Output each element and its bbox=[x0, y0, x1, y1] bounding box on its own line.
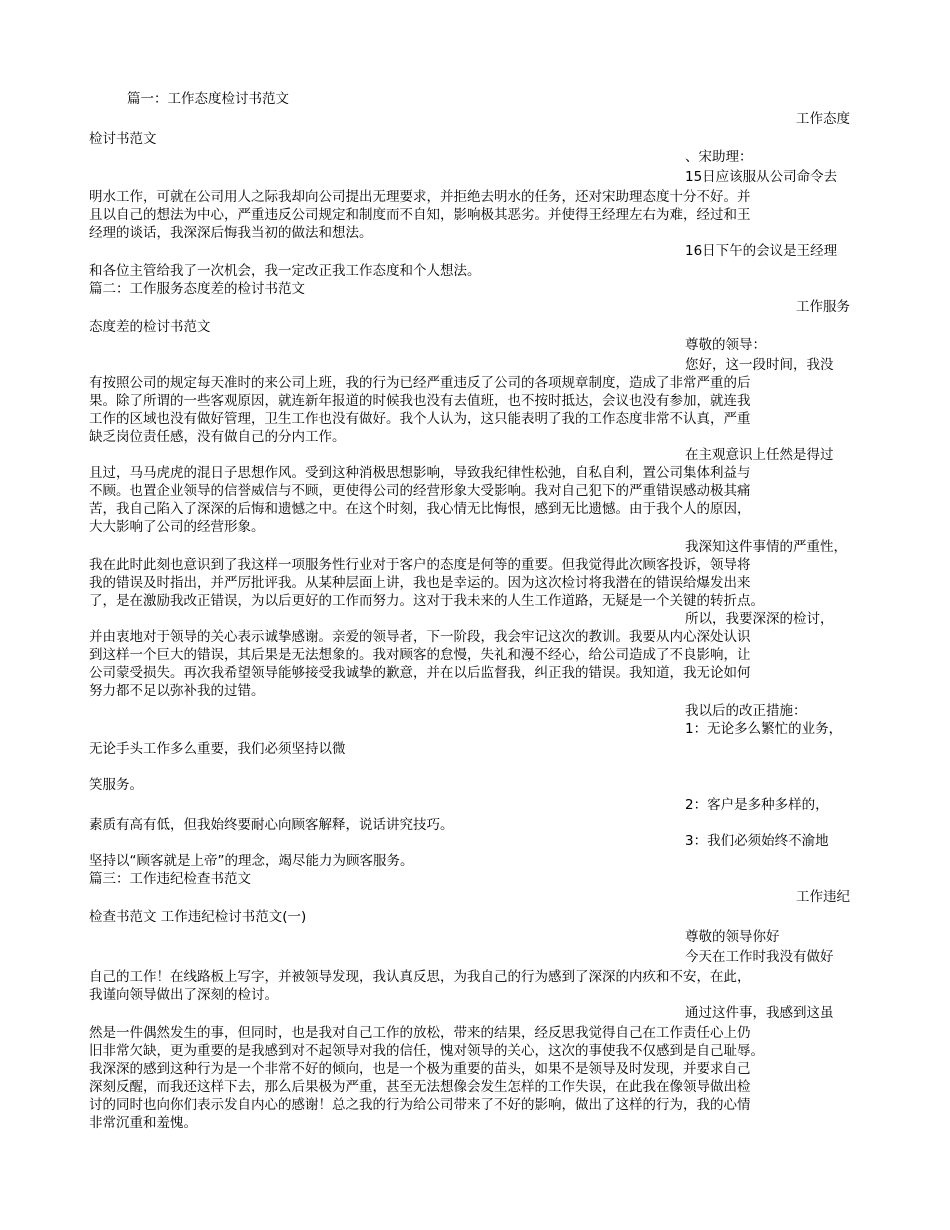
section-title-2a: 工作服务 bbox=[796, 299, 850, 315]
section-heading-2: 篇二：工作服务态度差的检讨书范文 bbox=[89, 281, 305, 297]
paragraph-line: 大大影响了公司的经营形象。 bbox=[89, 519, 265, 535]
paragraph-line: 素质有高有低，但我始终要耐心向顾客解释，说话讲究技巧。 bbox=[89, 817, 454, 833]
section-title-3a: 工作违纪 bbox=[796, 889, 850, 905]
paragraph-line: 讨的同时也向你们表示发自内心的感谢！总之我的行为给公司带来了不好的影响，做出了这样的行为，我的心情 bbox=[89, 1097, 751, 1113]
salutation-2: 尊敬的领导： bbox=[685, 337, 766, 353]
paragraph-line: 我深深的感到这种行为是一个非常不好的倾向，也是一个极为重要的苗头，如果不是领导及时发现，并要求自己 bbox=[89, 1061, 751, 1077]
paragraph-line: 努力都不足以弥补我的过错。 bbox=[89, 683, 265, 699]
paragraph-line: 然是一件偶然发生的事，但同时，也是我对自己工作的放松，带来的结果，经反思我觉得自己在工作责任心上仍 bbox=[89, 1025, 751, 1041]
paragraph-line: 到这样一个巨大的错误，其后果是无法想象的。我对顾客的怠慢，失礼和漫不经心，给公司造成了不良影响，让 bbox=[89, 647, 751, 663]
paragraph-line: 果。除了所谓的一些客观原因，就连新年报道的时候我也没有去值班，也不按时抵达，会议也没有参加，就连我 bbox=[89, 393, 751, 409]
paragraph-line: 我的错误及时指出，并严厉批评我。从某种层面上讲，我也是幸运的。因为这次检讨将我潜在的错误给爆发出来 bbox=[89, 575, 751, 591]
section-heading-3: 篇三：工作违纪检查书范文 bbox=[89, 871, 251, 887]
paragraph-start: 通过这件事，我感到这虽 bbox=[685, 1005, 834, 1021]
paragraph-line: 无论手头工作多么重要，我们必须坚持以微 bbox=[89, 741, 346, 757]
paragraph-line: 笑服务。 bbox=[89, 777, 143, 793]
section-title-2b: 态度差的检讨书范文 bbox=[89, 319, 211, 335]
paragraph-line: 非常沉重和羞愧。 bbox=[89, 1115, 197, 1131]
section-title-1b: 检讨书范文 bbox=[89, 131, 157, 147]
measure-item-1: 1：无论多么繁忙的业务， bbox=[685, 721, 843, 737]
paragraph-line: 不顾。也置企业领导的信誉威信与不顾，更使得公司的经营形象大受影响。我对自己犯下的严重错误感动极其痛 bbox=[89, 483, 751, 499]
section-heading-1: 篇一：工作态度检讨书范文 bbox=[127, 91, 289, 107]
paragraph-start: 在主观意识上任然是得过 bbox=[685, 447, 834, 463]
paragraph-line: 明水工作，可就在公司用人之际我却向公司提出无理要求，并拒绝去明水的任务，还对宋助理态度十分不好。并 bbox=[89, 189, 751, 205]
paragraph-line: 自己的工作！在线路板上写字，并被领导发现，我认真反思，为我自己的行为感到了深深的内疚和不安，在此， bbox=[89, 969, 751, 985]
paragraph-line: 且以自己的想法为中心，严重违反公司规定和制度而不自知，影响极其恶劣。并使得王经理左右为难，经过和王 bbox=[89, 207, 751, 223]
paragraph-line: 苦，我自己陷入了深深的后悔和遗憾之中。在这个时刻，我心情无比悔恨，感到无比遗憾。由于我个人的原因， bbox=[89, 501, 751, 517]
paragraph-line: 缺乏岗位责任感，没有做自己的分内工作。 bbox=[89, 429, 346, 445]
paragraph-start: 今天在工作时我没有做好 bbox=[685, 949, 834, 965]
measure-item-2: 2：客户是多种多样的， bbox=[685, 797, 829, 813]
section-title-3b: 检查书范文 工作违纪检讨书范文(一) bbox=[89, 909, 307, 925]
paragraph-line: 公司蒙受损失。再次我希望领导能够接受我诚挚的歉意，并在以后监督我，纠正我的错误。我知道，我无论如何 bbox=[89, 665, 751, 681]
paragraph-line: 工作的区域也没有做好管理，卫生工作也没有做好。我个人认为，这只能表明了我的工作态度非常不认真，严重 bbox=[89, 411, 751, 427]
measures-heading: 我以后的改正措施： bbox=[685, 703, 807, 719]
paragraph-line: 坚持以“顾客就是上帝”的理念，竭尽能力为顾客服务。 bbox=[89, 853, 414, 869]
paragraph-line: 我在此时此刻也意识到了我这样一项服务性行业对于客户的态度是何等的重要。但我觉得此次顾客投诉，领导将 bbox=[89, 557, 751, 573]
salutation-1: 、宋助理： bbox=[685, 149, 753, 165]
paragraph-line: 旧非常欠缺，更为重要的是我感到对不起领导对我的信任，愧对领导的关心，这次的事使我不仅感到是自己耻辱。 bbox=[89, 1043, 764, 1059]
paragraph-start: 所以，我要深深的检讨， bbox=[685, 611, 834, 627]
measure-item-3: 3：我们必须始终不渝地 bbox=[685, 833, 829, 849]
paragraph-start: 16日下午的会议是王经理 bbox=[685, 243, 838, 259]
paragraph-line: 我谨向领导做出了深刻的检讨。 bbox=[89, 987, 278, 1003]
paragraph-line: 有按照公司的规定每天准时的来公司上班，我的行为已经严重违反了公司的各项规章制度，造成了非常严重的后 bbox=[89, 375, 751, 391]
paragraph-line: 了，是在激励我改正错误，为以后更好的工作而努力。这对于我未来的人生工作道路，无疑是一个关键的转折点。 bbox=[89, 593, 764, 609]
section-title-1a: 工作态度 bbox=[796, 111, 850, 127]
paragraph-line: 深刻反醒，而我还这样下去，那么后果极为严重，甚至无法想像会发生怎样的工作失误，在此我在像领导做出检 bbox=[89, 1079, 751, 1095]
salutation-3: 尊敬的领导你好 bbox=[685, 929, 780, 945]
paragraph-line: 并由衷地对于领导的关心表示诚挚感谢。亲爱的领导者，下一阶段，我会牢记这次的教训。我要从内心深处认识 bbox=[89, 629, 751, 645]
paragraph-line: 和各位主管给我了一次机会，我一定改正我工作态度和个人想法。 bbox=[89, 263, 481, 279]
paragraph-line: 且过，马马虎虎的混日子思想作风。受到这种消极思想影响，导致我纪律性松弛，自私自利，置公司集体利益与 bbox=[89, 465, 751, 481]
paragraph-start: 我深知这件事情的严重性， bbox=[685, 539, 847, 555]
paragraph-line: 经理的谈话，我深深后悔我当初的做法和想法。 bbox=[89, 225, 373, 241]
paragraph-start: 您好，这一段时间，我没 bbox=[685, 357, 834, 373]
paragraph-start: 15日应该服从公司命令去 bbox=[685, 169, 838, 185]
